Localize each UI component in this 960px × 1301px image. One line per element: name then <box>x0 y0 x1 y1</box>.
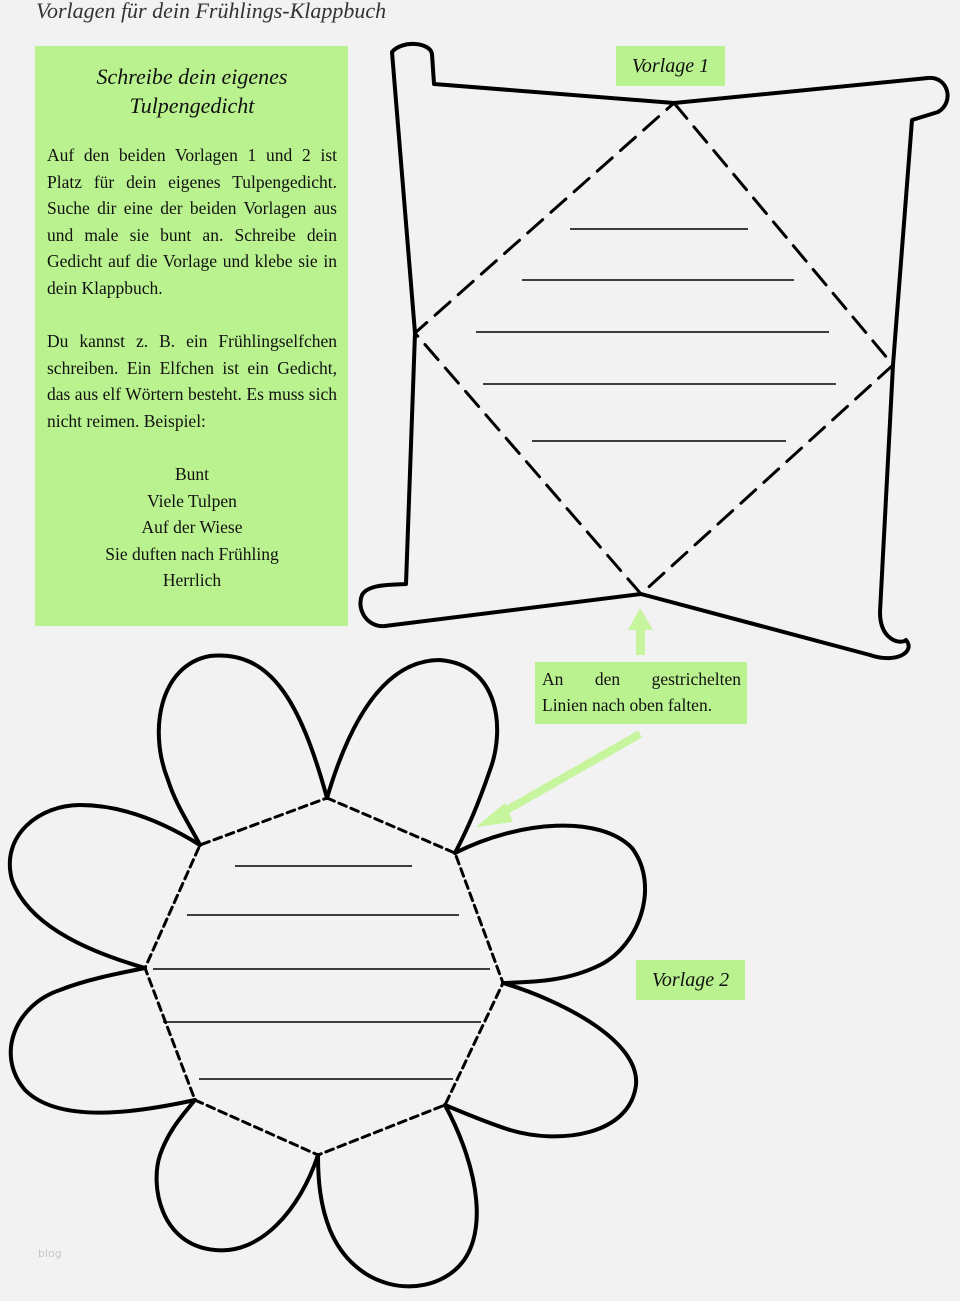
instructions-box <box>35 46 348 626</box>
poem-line: Herrlich <box>162 570 222 590</box>
page-title: Vorlagen für dein Frühlings-Klappbuch <box>36 0 387 23</box>
petal-lower-right <box>445 983 636 1136</box>
poem-line: Sie duften nach Frühling <box>105 543 279 564</box>
fold-hint-line-1: An den gestrichelten <box>542 669 741 689</box>
template-1-kite <box>360 44 947 658</box>
heading-line-1: Schreibe dein eigenes <box>96 64 288 89</box>
petal-lower-left <box>11 968 195 1113</box>
petal-top-right <box>327 660 497 853</box>
watermark: blog <box>38 1247 62 1260</box>
arrow-diagonal-icon <box>476 734 640 827</box>
template-1-label: Vorlage 1 <box>616 46 725 86</box>
heading-line-2: Tulpengedicht <box>129 93 255 118</box>
arrow-up-icon <box>628 608 653 655</box>
example-poem <box>47 461 337 594</box>
petal-right <box>455 826 645 983</box>
petal-left <box>10 805 200 968</box>
fold-line-diamond <box>415 103 893 594</box>
kite-outline <box>360 44 947 658</box>
poem-line: Bunt <box>174 464 210 484</box>
template-2-label: Vorlage 2 <box>636 960 745 1000</box>
fold-hint-line-2: Linien nach oben falten. <box>542 695 713 715</box>
template-2-flower <box>10 656 645 1287</box>
petal-bottom-left <box>157 1100 318 1250</box>
template-1-writing-lines <box>476 229 836 441</box>
instructions-paragraph-1: Auf den beiden Vorlagen 1 und 2 ist Platz für dein eigenes Tulpengedicht. Suche dir eine der beiden Vorlagen aus und male sie bunt an. Schreibe dein Gedicht auf die Vorlage und klebe sie in dein Klappbuch. <box>47 145 337 298</box>
fold-hint-box <box>535 662 747 724</box>
fold-line-octagon <box>145 798 503 1155</box>
poem-line: Auf der Wiese <box>141 517 243 537</box>
petal-bottom-right <box>318 1105 477 1286</box>
instructions-paragraph-2: Du kannst z. B. ein Frühlingselfchen schreiben. Ein Elfchen ist ein Gedicht, das aus elf Wörtern besteht. Es muss sich nicht reimen. Beispiel: <box>47 331 337 431</box>
template-2-writing-lines <box>153 866 490 1079</box>
instructions-heading <box>47 62 337 120</box>
petal-top-left <box>159 656 327 845</box>
poem-line: Viele Tulpen <box>147 490 237 511</box>
